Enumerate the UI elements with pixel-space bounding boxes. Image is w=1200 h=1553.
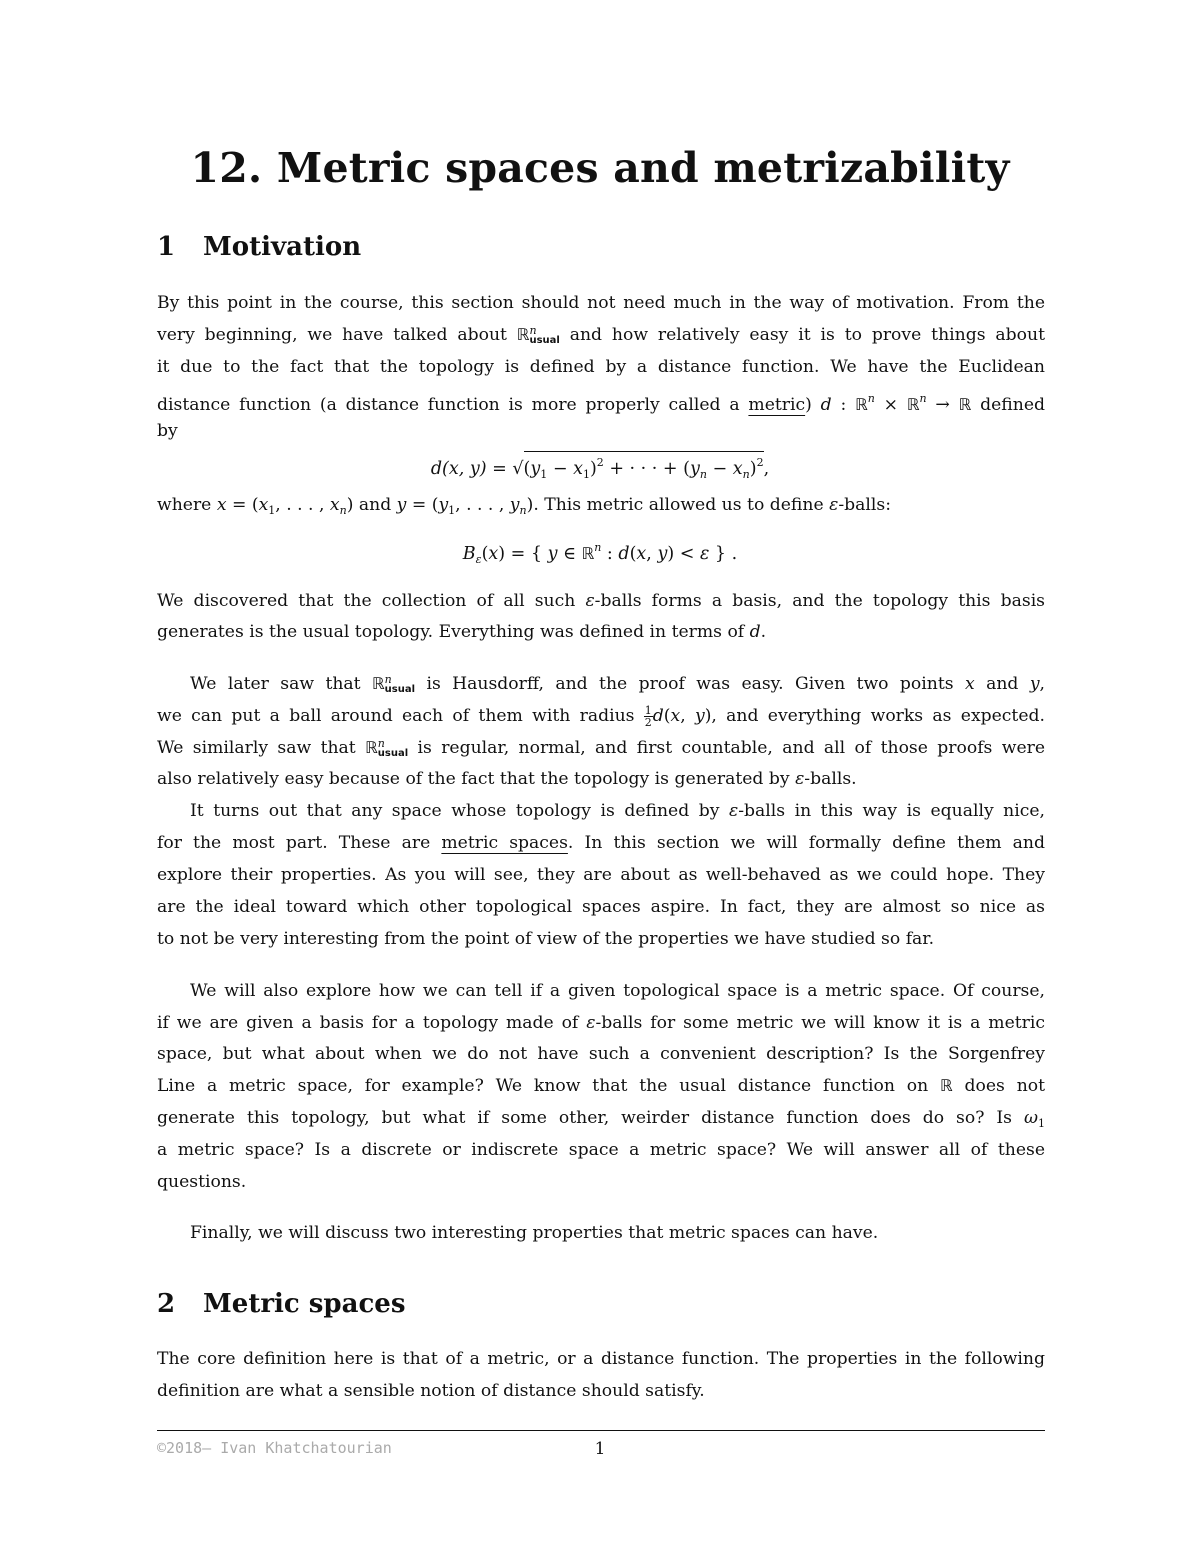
section-heading-metric-spaces: 2 Metric spaces [157,1289,406,1319]
document-page: 12. Metric spaces and metrizability 1 Motivation By this point in the course, this section should not need much in the way of motivation. From the very beginning, we have talked about ℝ n usual and how relatively easy it is to prove things about it due to the fact that the topology is defined by a distance function. We have the Euclidean distance function (a distance function is more properly called a metric) d : ℝ$^n$ × ℝ$^n$ → ℝ defined by d(x, $y) = √(y_1 - x_1)^2$ + · · · + $(y_n - x_n)^2$, where $x = (x_1$, . . . , $x_n$) and $y = (y_1$, . . . , $y_n$). This metric allowed us to define ε-balls: $B_\varepsilon(x)$ = { y ∈ ℝ$^n$ : d(x, y) < ε } . We discovered that the collection of all such ε-balls forms a basis, and the topology this basis generates is the usual topology. Everything was defined in terms of d. We later saw that ℝ n usual is Hausdorff, and the proof was easy. Given two points x and y, we can put a ball around each of them with radius $\frac{1}{2}$ d(x, y), and everything works as expected. We similarly saw that ℝ n usual is regular, normal, and first countable, and all of those proofs were also relatively easy because of the fact that the topology is generated by ε-balls. It turns out that any space whose topology is defined by ε-balls in this way is equally nice, for the most part. These are metric spaces. In this section we will formally define them and explore their properties. As you will see, they are about as well-behaved as we could hope. They are the ideal toward which other topological spaces aspire. In fact, they are almost so nice as to not be very interesting from the point of view of the properties we have studied so far. We will also explore how we can tell if a given topological space is a metric space. Of course, if we are given a basis for a topology made of ε-balls for some metric we will know it is a metric space, but what about when we do not have such a convenient description? Is the Sorgenfrey Line a metric space, for example? We know that the usual distance function on ℝ does not generate this topology, but what if some other, weirder distance function does do so? Is $\omega_1$ a metric space? Is a discrete or indiscrete space a metric space? We will answer all of these questions. Finally, we will discuss two interesting properties that metric spaces can have. 2 Metric spaces The core definition here is that of a metric, or a distance function. The properties in the following definition are what a sensible notion of distance should satisfy. ©2018– Ivan Khatchatourian 1 [0,0,1200,1553]
page-title: 12. Metric spaces and metrizability [190,144,1010,192]
footer-rule [157,1430,1045,1431]
paragraph-where: where $x = (x_1$, . . . , $x_n$) and $y = (y_1$, . . . , $y_n$). This metric allowed us to define ε-balls: [157,495,892,517]
paragraph-finally: Finally, we will discuss two interesting properties that metric spaces can have. [190,1223,879,1243]
footer-copyright: ©2018– Ivan Khatchatourian [157,1439,392,1457]
page-number: 1 [594,1439,606,1459]
equation-euclidean-metric: d(x, $y) = √(y_1 - x_1)^2$ + · · · + $(y_n - x_n)^2$, [0,451,1200,485]
term-metric: metric [748,395,806,415]
equation-epsilon-ball: $B_\varepsilon(x)$ = { y ∈ ℝ$^n$ : d(x, y) < ε } . [462,541,738,566]
term-metric-spaces: metric spaces [441,833,568,853]
section-heading-motivation: 1 Motivation [157,232,362,262]
